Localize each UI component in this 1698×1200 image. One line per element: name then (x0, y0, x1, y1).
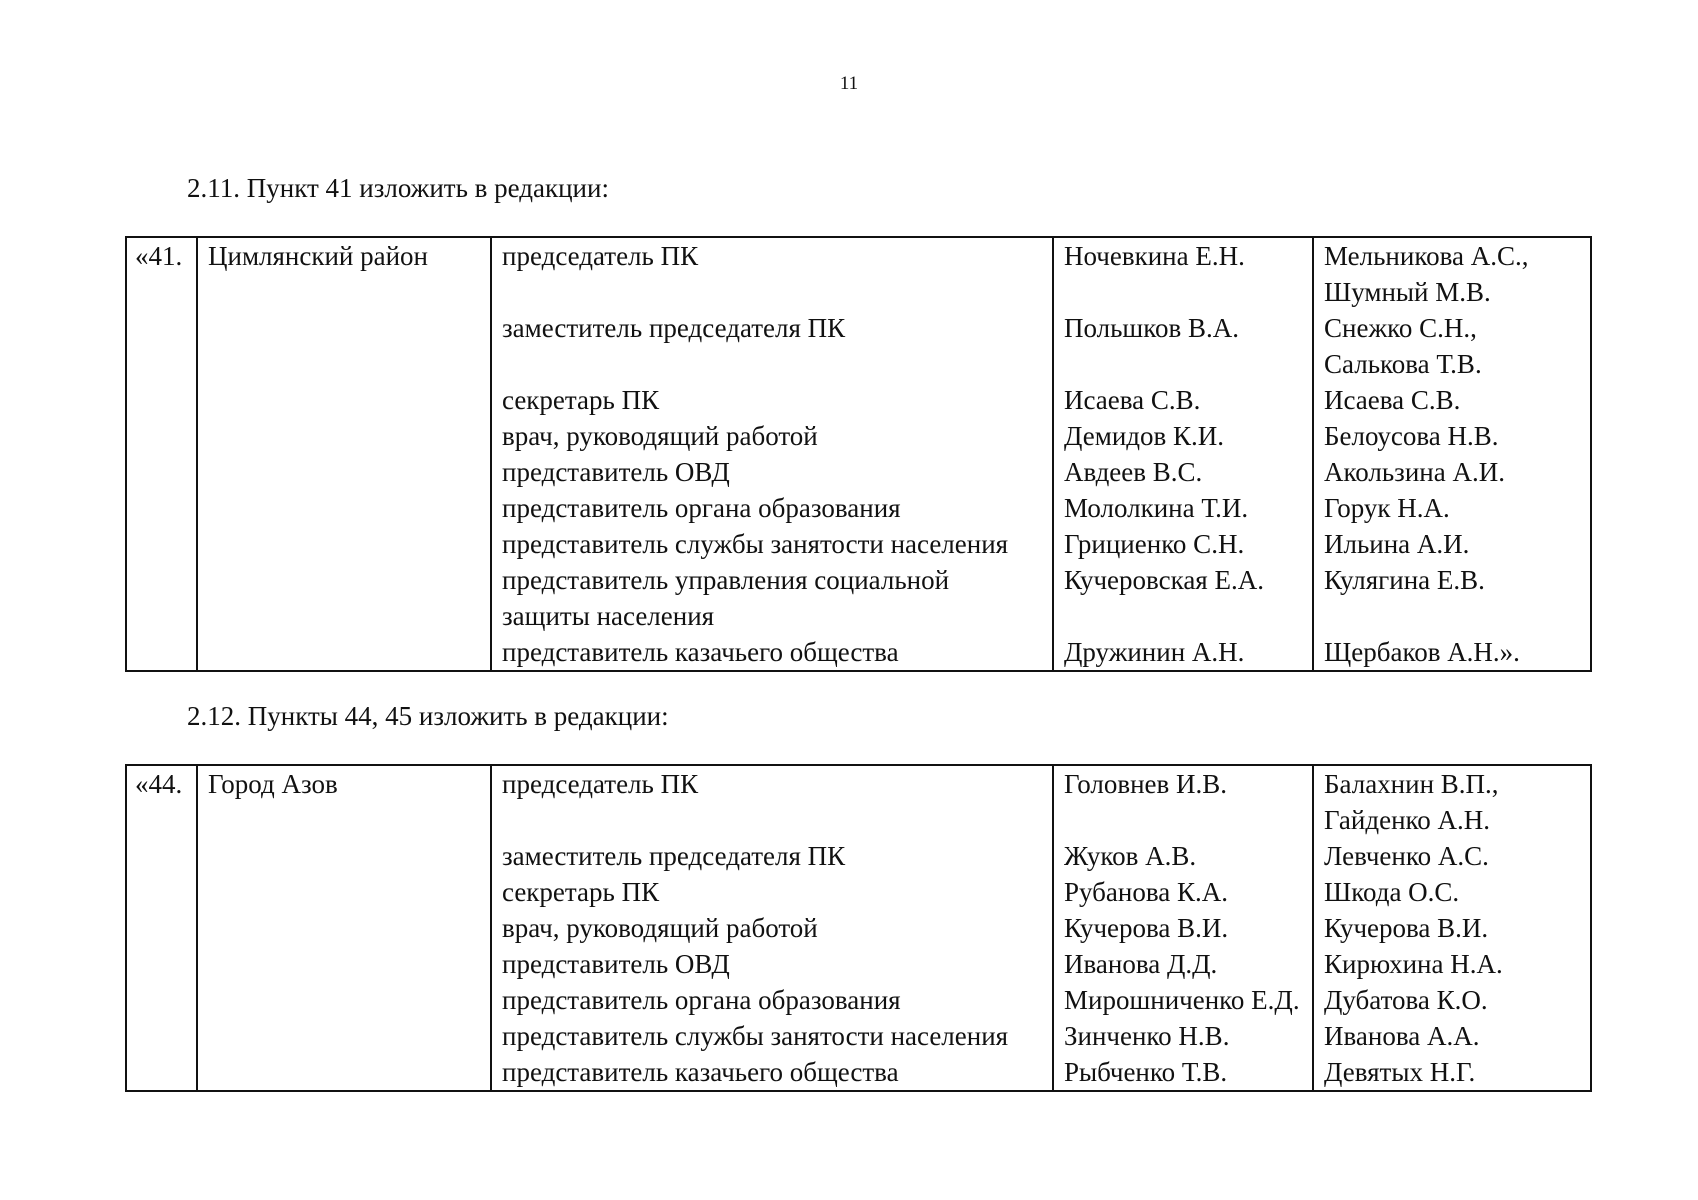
role-line: секретарь ПК (502, 385, 660, 415)
role-line (502, 802, 1042, 838)
member-line: Польшков В.А. (1064, 313, 1239, 343)
role-line: врач, руководящий работой (502, 421, 818, 451)
role-line: врач, руководящий работой (502, 913, 818, 943)
reserve-line: Белоусова Н.В. (1324, 421, 1499, 451)
reserves-cell (1313, 765, 1591, 1091)
section-heading: 2.11. Пункт 41 изложить в редакции: (187, 173, 609, 203)
members-cell (1053, 765, 1313, 1091)
reserve-line: Мельникова А.С., (1324, 241, 1529, 271)
role-line: представитель ОВД (502, 457, 730, 487)
table-row (126, 765, 1591, 1091)
member-line: Рыбченко Т.В. (1064, 1057, 1228, 1087)
item-number-cell (126, 765, 197, 1091)
table-row (126, 237, 1591, 671)
reserves-cell (1313, 237, 1591, 671)
member-line: Головнев И.В. (1064, 769, 1228, 799)
member-line (1064, 802, 1302, 838)
reserve-line: Шкода О.С. (1324, 877, 1460, 907)
reserve-line: Исаева С.В. (1324, 385, 1461, 415)
role-line: заместитель председателя ПК (502, 313, 846, 343)
reserve-line: Дубатова К.О. (1324, 985, 1488, 1015)
reserve-line: Гайденко А.Н. (1324, 805, 1491, 835)
role-line: заместитель председателя ПК (502, 841, 846, 871)
member-line: Зинченко Н.В. (1064, 1021, 1230, 1051)
reserve-line: Балахнин В.П., (1324, 769, 1499, 799)
role-line (502, 274, 1042, 310)
member-line: Грициенко С.Н. (1064, 529, 1245, 559)
reserve-line: Акользина А.И. (1324, 457, 1505, 487)
role-line: председатель ПК (502, 241, 699, 271)
role-line: представитель казачьего общества (502, 1057, 899, 1087)
role-line (502, 346, 1042, 382)
role-line: представитель ОВД (502, 949, 730, 979)
reserve-line: Салькова Т.В. (1324, 349, 1482, 379)
reserve-line: Кучерова В.И. (1324, 913, 1489, 943)
item-number: «44. (135, 769, 183, 799)
member-line: Авдеев В.С. (1064, 457, 1203, 487)
member-line: Рубанова К.А. (1064, 877, 1228, 907)
role-line: представитель службы занятости населения (502, 529, 1009, 559)
reserve-line: Снежко С.Н., (1324, 313, 1477, 343)
page-number: 11 (839, 73, 859, 94)
role-line: представитель казачьего общества (502, 637, 899, 667)
roles-cell (491, 765, 1053, 1091)
reserve-line: Иванова А.А. (1324, 1021, 1480, 1051)
section-heading: 2.12. Пункты 44, 45 изложить в редакции: (187, 701, 669, 731)
roles-cell (491, 237, 1053, 671)
member-line: Мирошниченко Е.Д. (1064, 985, 1300, 1015)
member-line: Мололкина Т.И. (1064, 493, 1249, 523)
member-line: Дружинин А.Н. (1064, 637, 1245, 667)
role-line: председатель ПК (502, 769, 699, 799)
reserve-line: Щербаков А.Н.». (1324, 637, 1520, 667)
member-line (1064, 598, 1302, 634)
member-line: Ночевкина Е.Н. (1064, 241, 1245, 271)
item-number: «41. (135, 241, 183, 271)
commission-table (125, 236, 1592, 672)
member-line: Кучеровская Е.А. (1064, 565, 1264, 595)
item-number-cell (126, 237, 197, 671)
area-cell (197, 765, 491, 1091)
role-line: защиты населения (502, 601, 715, 631)
role-line: представитель службы занятости населения (502, 1021, 1009, 1051)
reserve-line: Ильина А.И. (1324, 529, 1470, 559)
role-line: представитель органа образования (502, 493, 901, 523)
role-line: представитель управления социальной (502, 565, 950, 595)
reserve-line (1324, 598, 1580, 634)
member-line: Исаева С.В. (1064, 385, 1201, 415)
reserve-line: Кулягина Е.В. (1324, 565, 1485, 595)
reserve-line: Девятых Н.Г. (1324, 1057, 1476, 1087)
member-line: Иванова Д.Д. (1064, 949, 1218, 979)
member-line (1064, 346, 1302, 382)
reserve-line: Горук Н.А. (1324, 493, 1450, 523)
role-line: представитель органа образования (502, 985, 901, 1015)
reserve-line: Шумный М.В. (1324, 277, 1491, 307)
member-line: Демидов К.И. (1064, 421, 1225, 451)
area-cell (197, 237, 491, 671)
area-name: Цимлянский район (208, 241, 429, 271)
commission-table (125, 764, 1592, 1092)
reserve-line: Левченко А.С. (1324, 841, 1489, 871)
reserve-line: Кирюхина Н.А. (1324, 949, 1503, 979)
member-line: Жуков А.В. (1064, 841, 1197, 871)
member-line: Кучерова В.И. (1064, 913, 1229, 943)
role-line: секретарь ПК (502, 877, 660, 907)
members-cell (1053, 237, 1313, 671)
area-name: Город Азов (208, 769, 338, 799)
member-line (1064, 274, 1302, 310)
